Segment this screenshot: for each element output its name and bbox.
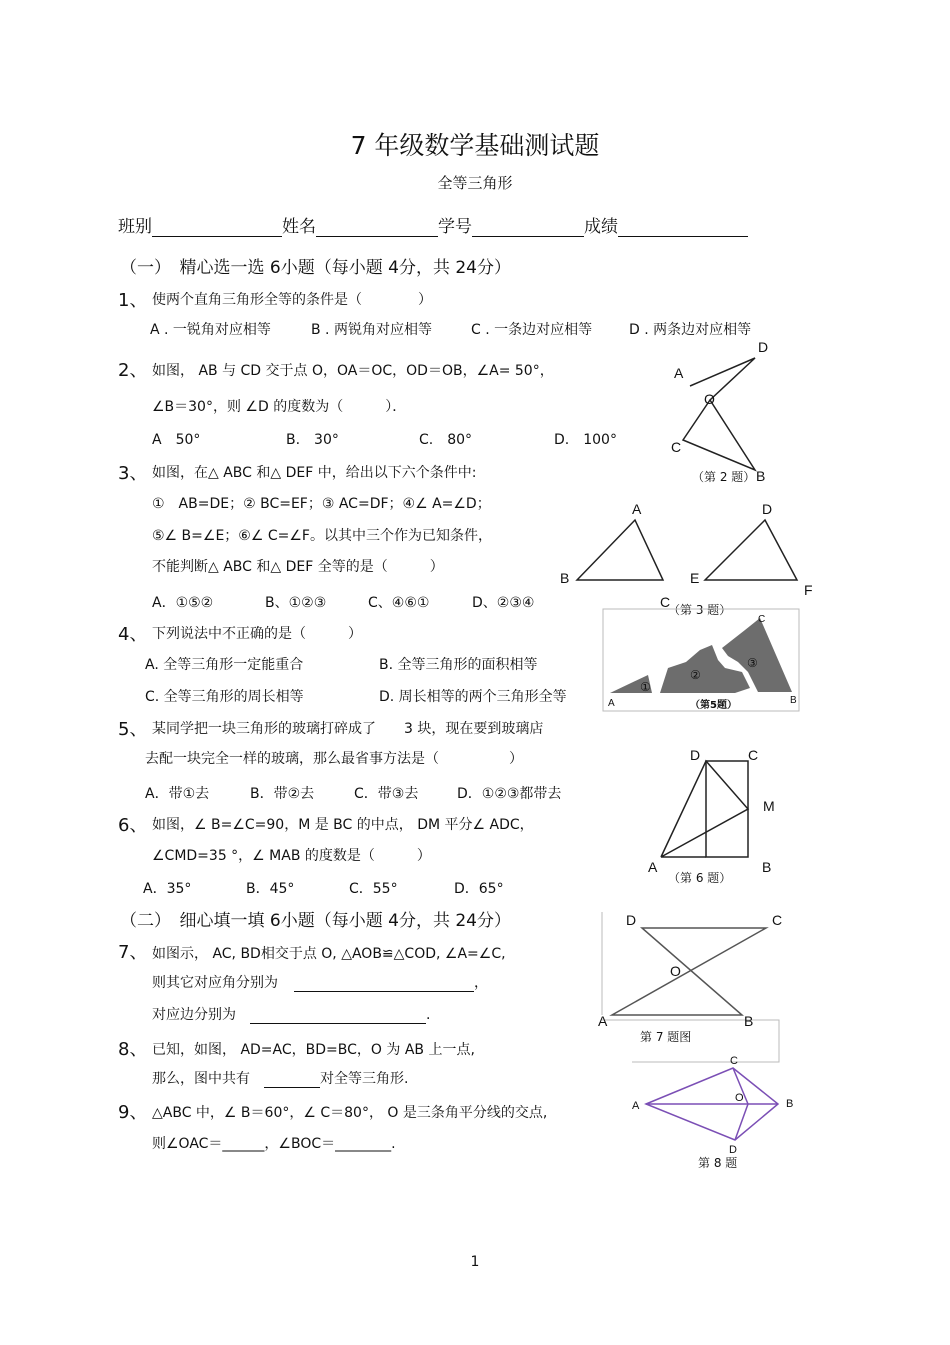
q7-line-2: [152, 972, 488, 992]
q2-option-a: A 50°: [152, 432, 201, 448]
q4-option-d: D. 周长相等的两个三角形全等: [379, 689, 567, 705]
figure-2: [640, 340, 790, 490]
page-subtitle: 全等三角形: [437, 174, 513, 192]
q3-option-b: B、①②③: [265, 595, 327, 611]
q2-option-b: B. 30°: [286, 432, 339, 448]
fig5-label-1: ①: [640, 680, 651, 694]
page-title: 7 年级数学基础测试题: [350, 131, 600, 160]
q6-option-b: B．45°: [246, 881, 295, 897]
figure-3: [555, 498, 820, 620]
q2-option-c: C. 80°: [419, 432, 473, 448]
fig2-caption: （第 2 题）: [692, 470, 756, 484]
fig2-lines: [683, 358, 755, 470]
fig8-caption: 第 8 题: [698, 1156, 738, 1170]
fig3-caption: （第 3 题）: [668, 603, 732, 617]
q7-line-2-end: ，: [474, 975, 488, 991]
fig2-label-o: O: [704, 391, 715, 407]
q4-option-b: B. 全等三角形的面积相等: [379, 657, 538, 673]
fig6-label-a: A: [648, 859, 658, 875]
class-label: 班别: [118, 217, 152, 237]
fig5-label-3: ③: [747, 656, 758, 670]
q6-line-2: ∠CMD=35 °，∠ MAB 的度数是（ ）: [152, 848, 431, 864]
fig8-lines: [646, 1068, 778, 1140]
figure-6: [640, 742, 790, 890]
q7-line-2-text: 则其它对应角分别为: [152, 975, 278, 991]
q5-option-c: C．带③去: [354, 786, 419, 802]
figure-5: [602, 608, 800, 712]
fig3-triangle-abc: [577, 520, 663, 580]
fig7-label-d: D: [626, 912, 637, 928]
fig7-label-b: B: [744, 1013, 754, 1029]
fig3-label-d: D: [762, 501, 773, 517]
q7-line-1: 如图示， AC, BD相交于点 O, △AOB≌△COD, ∠A=∠C,: [152, 946, 506, 962]
q3-line-2: ① AB=DE；② BC=EF；③ AC=DF；④∠ A=∠D；: [152, 496, 491, 512]
fig6-rect: [706, 761, 748, 857]
q7-angles-blank[interactable]: [294, 975, 474, 992]
figure-7: [595, 908, 785, 1064]
fig7-label-o: O: [670, 963, 681, 979]
q1-number: 1、: [118, 290, 148, 311]
fig7-caption: 第 7 题图: [640, 1030, 692, 1044]
fig2-label-b: B: [756, 468, 766, 484]
q6-number: 6、: [118, 815, 148, 836]
fig5-label-a: A: [608, 698, 615, 709]
q1-option-a: A . 一锐角对应相等: [150, 322, 271, 338]
q4-option-c: C. 全等三角形的周长相等: [145, 689, 304, 705]
fig5-label-2: ②: [690, 668, 701, 682]
q7-line-3-end: .: [426, 1007, 431, 1023]
q9-line-2: 则∠OAC＝______，∠BOC＝________.: [152, 1136, 396, 1152]
fig3-label-a: A: [632, 501, 642, 517]
fig3-label-f: F: [804, 582, 813, 598]
fig7-lines: [612, 928, 766, 1015]
q5-number: 5、: [118, 719, 148, 740]
fig7-label-c: C: [772, 912, 783, 928]
fig7-label-a: A: [598, 1013, 608, 1029]
fig5-label-c: C: [758, 614, 766, 625]
fig3-triangle-def: [705, 520, 797, 580]
fig3-label-b: B: [560, 570, 570, 586]
q5-line-1: 某同学把一块三角形的玻璃打碎成了 3 块，现在要到玻璃店: [152, 721, 544, 737]
q3-option-c: C、④⑥①: [368, 595, 430, 611]
q3-line-4: 不能判断△ ABC 和△ DEF 全等的是（ ）: [152, 559, 444, 575]
q3-line-3: ⑤∠ B=∠E；⑥∠ C=∠F。以其中三个作为已知条件，: [152, 528, 492, 544]
student-info-row: [118, 212, 748, 237]
fig5-caption: （第5题）: [690, 700, 737, 711]
q7-line-3-text: 对应边分别为: [152, 1007, 236, 1023]
figure-8: [628, 1052, 800, 1174]
q3-option-d: D、②③④: [472, 595, 535, 611]
q5-option-b: B．带②去: [250, 786, 315, 802]
q8-line-2-text: 那么，图中共有: [152, 1071, 250, 1087]
id-blank[interactable]: [472, 220, 584, 237]
q8-line-2-end: 对全等三角形.: [320, 1071, 409, 1087]
section-1-heading: （一） 精心选一选 6小题（每小题 4分，共 24分）: [120, 258, 511, 278]
q5-option-a: A．带①去: [145, 786, 210, 802]
fig8-label-a: A: [632, 1100, 640, 1112]
q5-line-2: 去配一块完全一样的玻璃，那么最省事方法是（ ）: [145, 751, 523, 767]
q8-number: 8、: [118, 1039, 148, 1060]
section-2-heading: （二） 细心填一填 6小题（每小题 4分，共 24分）: [120, 911, 511, 931]
fig6-lines: [661, 761, 748, 857]
fig6-label-c: C: [748, 747, 759, 763]
name-label: 姓名: [282, 217, 316, 237]
fig8-label-d: D: [729, 1144, 737, 1156]
q8-line-2: [152, 1068, 408, 1088]
q1-option-d: D . 两条边对应相等: [629, 322, 752, 338]
page-number: 1: [470, 1254, 480, 1270]
name-blank[interactable]: [316, 220, 438, 237]
fig3-label-c: C: [660, 594, 671, 610]
q1-option-c: C . 一条边对应相等: [471, 322, 593, 338]
id-label: 学号: [438, 217, 472, 237]
q1-option-b: B . 两锐角对应相等: [311, 322, 432, 338]
fig8-label-b: B: [786, 1098, 794, 1110]
q2-number: 2、: [118, 360, 148, 381]
q7-line-3: [152, 1004, 430, 1024]
q9-number: 9、: [118, 1102, 148, 1123]
fig2-label-a: A: [674, 365, 684, 381]
q4-option-a: A. 全等三角形一定能重合: [145, 657, 304, 673]
q8-count-blank[interactable]: [264, 1071, 320, 1088]
q1-text: 使两个直角三角形全等的条件是（ ）: [152, 292, 432, 308]
fig2-label-d: D: [758, 339, 769, 355]
score-blank[interactable]: [618, 220, 748, 237]
q6-option-a: A．35°: [143, 881, 192, 897]
fig3-label-e: E: [690, 570, 700, 586]
q8-line-1: 已知，如图， AD=AC，BD=BC，O 为 AB 上一点,: [152, 1042, 475, 1058]
q4-text: 下列说法中不正确的是（ ）: [152, 626, 362, 642]
q7-sides-blank[interactable]: [250, 1007, 426, 1024]
q2-line-2: ∠B＝30°，则 ∠D 的度数为（ ）．: [152, 399, 407, 415]
fig6-caption: （第 6 题）: [668, 871, 732, 885]
class-blank[interactable]: [152, 220, 282, 237]
q6-option-d: D．65°: [454, 881, 504, 897]
fig6-label-m: M: [763, 798, 775, 814]
q3-number: 3、: [118, 463, 148, 484]
q6-option-c: C．55°: [349, 881, 398, 897]
q3-option-a: A．①⑤②: [152, 595, 214, 611]
q2-line-1: 如图， AB 与 CD 交于点 O，OA＝OC，OD＝OB，∠A= 50°，: [152, 363, 554, 379]
q4-number: 4、: [118, 624, 148, 645]
score-label: 成绩: [584, 217, 618, 237]
q7-number: 7、: [118, 942, 148, 963]
fig6-label-b: B: [762, 859, 772, 875]
q2-option-d: D. 100°: [554, 432, 617, 448]
fig8-label-c: C: [730, 1055, 738, 1067]
q5-option-d: D．①②③都带去: [457, 786, 562, 802]
q9-line-1: △ABC 中，∠ B＝60°，∠ C＝80°， O 是三条角平分线的交点,: [152, 1105, 548, 1121]
fig8-label-o: O: [735, 1092, 744, 1104]
q6-line-1: 如图，∠ B=∠C=90，M 是 BC 的中点， DM 平分∠ ADC，: [152, 817, 534, 833]
fig5-label-b: B: [790, 695, 797, 706]
fig2-label-c: C: [671, 439, 682, 455]
q3-line-1: 如图，在△ ABC 和△ DEF 中，给出以下六个条件中:: [152, 465, 477, 481]
fig6-label-d: D: [690, 747, 701, 763]
